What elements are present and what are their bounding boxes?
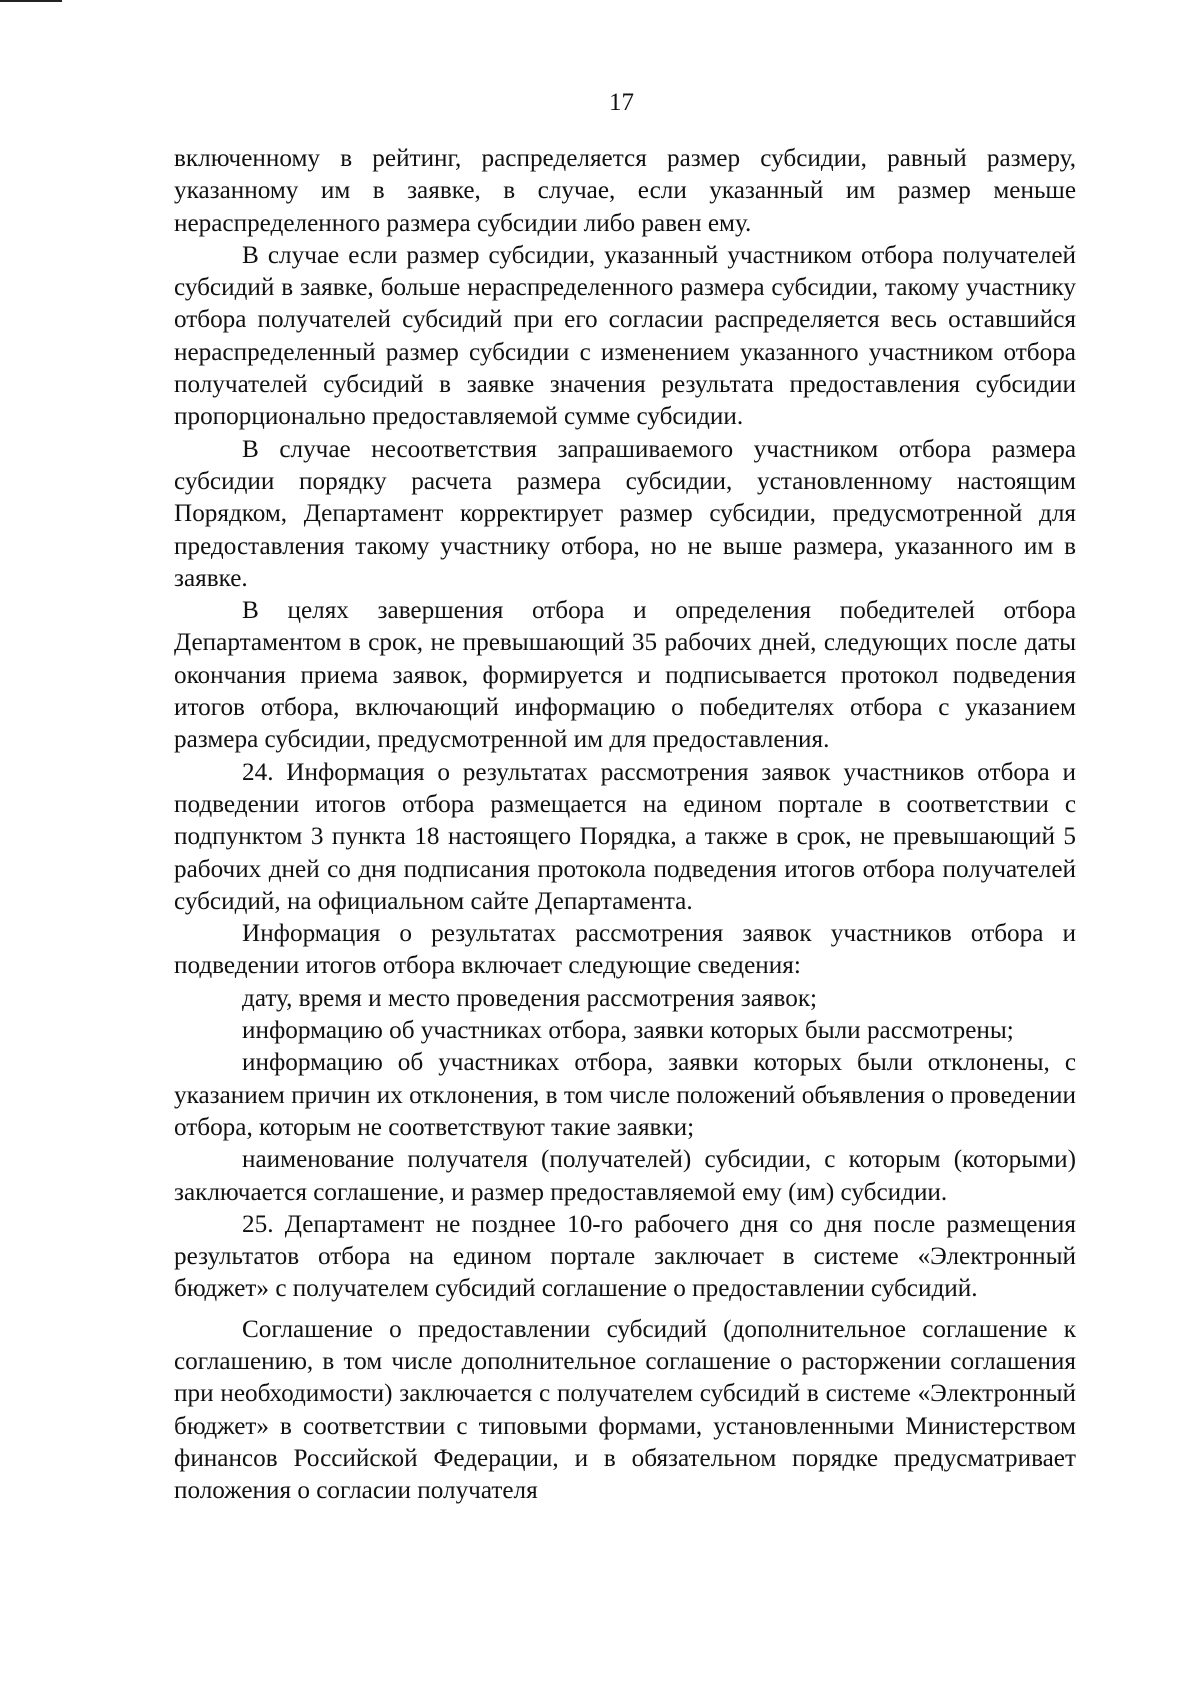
list-item: дату, время и место проведения рассмотрения заявок; <box>242 984 818 1012</box>
list-item: информацию об участниках отбора, заявки которых были рассмотрены; <box>242 1017 1014 1045</box>
list-item: наименование получателя (получателей) субсидии, с которым (которыми) заключается соглашение, и размер предоставляемой ему (им) субсидии. <box>174 1146 1076 1206</box>
paragraph: В целях завершения отбора и определения победителей отбора Департаментом в срок, не превышающий 35 рабочих дней, следующих после даты окончания приема заявок, формируется и подписывается протокол подведения итогов отбора, включающий информацию о победителях отбора с указанием размера субсидии, предусмотренной им для предоставления. <box>174 597 1076 754</box>
paragraph: включенному в рейтинг, распределяется размер субсидии, равный размеру, указанному им в заявке, в случае, если указанный им размер меньше нераспределенного размера субсидии либо равен ему. <box>174 145 1076 237</box>
document-body <box>174 143 1076 1507</box>
paragraph: Информация о результатах рассмотрения заявок участников отбора и подведении итогов отбора включает следующие сведения: <box>174 920 1076 980</box>
paragraph: Соглашение о предоставлении субсидий (дополнительное соглашение к соглашению, в том числе дополнительное соглашение о расторжении соглашения при необходимости) заключается с получателем субсидий в системе «Электронный бюджет» в соответствии с типовыми формами, установленными Министерством финансов Российской Федерации, и в обязательном порядке предусматривает положения о согласии получателя <box>174 1315 1076 1505</box>
scan-artifact-line <box>0 0 62 2</box>
paragraph: 24. Информация о результатах рассмотрения заявок участников отбора и подведении итогов отбора размещается на едином портале в соответствии с подпунктом 3 пункта 18 настоящего Порядка, а также в срок, не превышающий 5 рабочих дней со дня подписания протокола подведения итогов отбора получателей субсидий, на официальном сайте Департамента. <box>174 758 1076 915</box>
page-number: 17 <box>609 89 634 116</box>
paragraph: 25. Департамент не позднее 10-го рабочего дня со дня после размещения результатов отбора на едином портале заключает в системе «Электронный бюджет» с получателем субсидий соглашение о предоставлении субсидий. <box>174 1210 1076 1303</box>
paragraph: В случае если размер субсидии, указанный участником отбора получателей субсидий в заявке, больше нераспределенного размера субсидии, такому участнику отбора получателей субсидий при его согласии распределяется весь оставшийся нераспределенный размер субсидии с изменением указанного участником отбора получателей субсидий в заявке значения результата предоставления субсидии пропорционально предоставляемой сумме субсидии. <box>174 241 1076 431</box>
list-item: информацию об участниках отбора, заявки которых были отклонены, с указанием причин их отклонения, в том числе положений объявления о проведении отбора, которым не соответствуют такие заявки; <box>174 1049 1076 1141</box>
paragraph: В случае несоответствия запрашиваемого участником отбора размера субсидии порядку расчета размера субсидии, установленному настоящим Порядком, Департамент корректирует размер субсидии, предусмотренной для предоставления такому участнику отбора, но не выше размера, указанного им в заявке. <box>174 435 1076 592</box>
